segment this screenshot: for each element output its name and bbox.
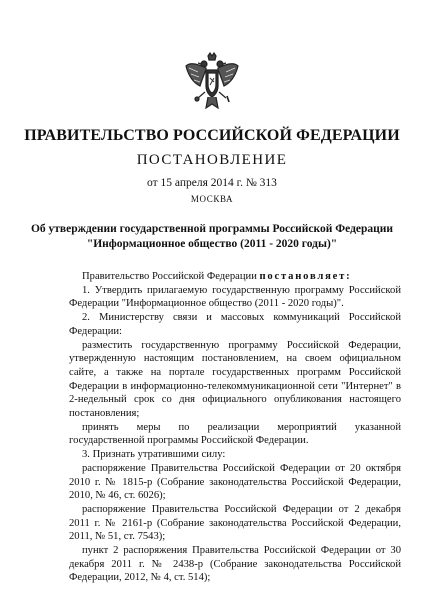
government-name: ПРАВИТЕЛЬСТВО РОССИЙСКОЙ ФЕДЕРАЦИИ (24, 127, 400, 144)
date-and-number: от 15 апреля 2014 г. № 313 (147, 177, 277, 189)
paragraph: распоряжение Правительства Российской Федерации от 20 октября 2010 г. № 1815-р (Собрание законодательства Российской Федерации, 2010, № 46, ст. 6026); (69, 462, 401, 502)
paragraph: 3. Признать утратившими силу: (82, 449, 226, 461)
paragraph: 2. Министерству связи и массовых коммуникаций Российской Федерации: (69, 312, 401, 337)
russian-coat-of-arms-icon (184, 52, 240, 114)
paragraph: распоряжение Правительства Российской Федерации от 2 декабря 2011 г. № 2161-р (Собрание законодательства Российской Федерации, 2011, № 51, ст. 7543); (69, 503, 401, 543)
intro-text: Правительство Российской Федерации (82, 271, 260, 282)
decree-word: постановляет: (259, 271, 352, 282)
paragraph: принять меры по реализации мероприятий указанной государственной программы Российской Федерации. (69, 421, 401, 447)
paragraph: разместить государственную программу Российской Федерации, утвержденную настоящим постановлением, на своем официальном сайте, а также на портале государственных программ Российской Федерации в информационно-телекоммуникационной сети "Интернет" в 2-недельный срок со дня официального опубликования настоящего постановления; (69, 339, 401, 420)
paragraph: пункт 2 распоряжения Правительства Российской Федерации от 30 декабря 2011 г. № 2438-р (Собрание законодательства Российской Федерации, 2012, № 4, ст. 514); (69, 545, 401, 584)
city: МОСКВА (190, 194, 234, 204)
document-type: ПОСТАНОВЛЕНИЕ (136, 152, 288, 168)
title-line-1: Об утверждении государственной программы Российской Федерации (30, 223, 394, 235)
document-title (0, 222, 424, 252)
document-body (69, 270, 401, 585)
decree-intro (69, 270, 401, 284)
paragraph: 1. Утвердить прилагаемую государственную программу Российской Федерации "Информационное общество (2011 - 2020 годы)". (69, 284, 401, 310)
title-line-2: "Информационное общество (2011 - 2020 годы)" (86, 238, 338, 250)
